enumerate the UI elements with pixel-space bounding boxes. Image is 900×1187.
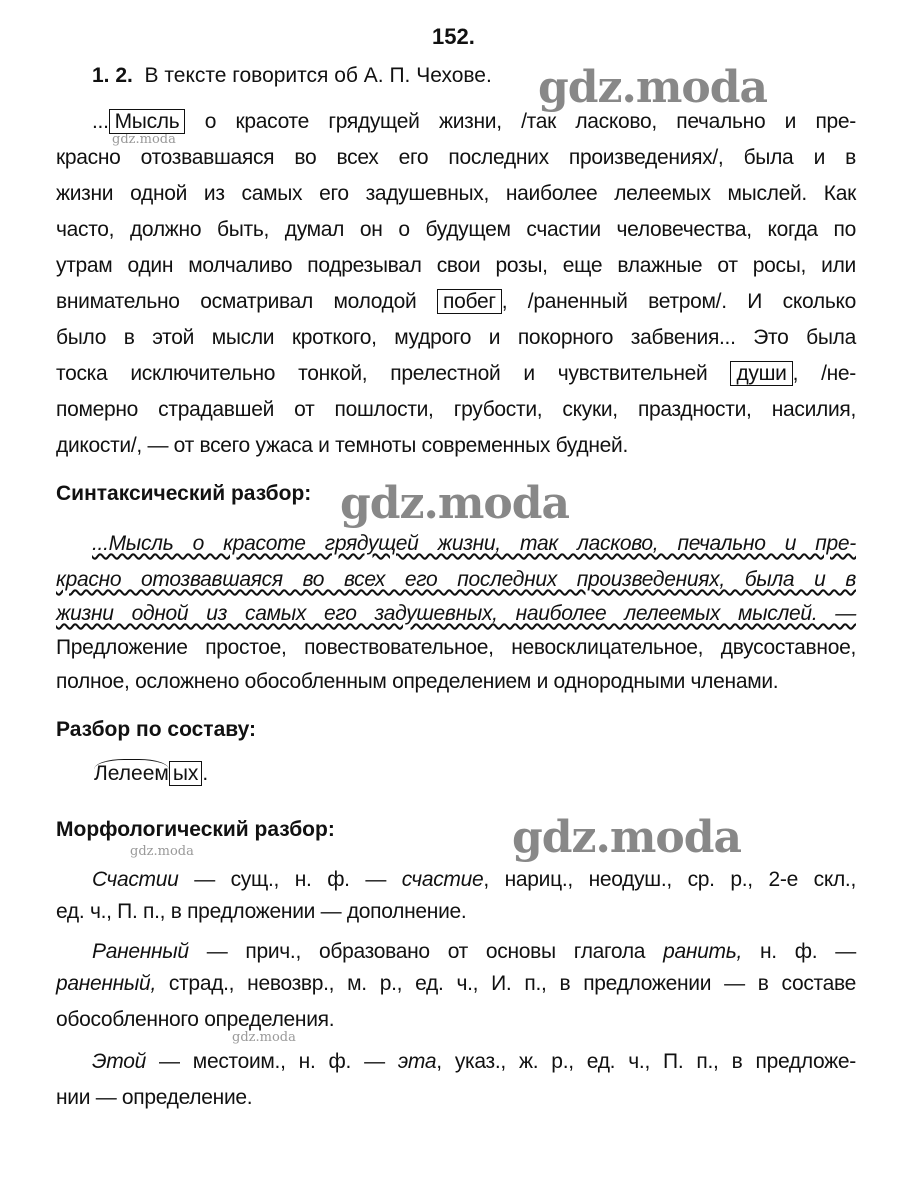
text: ... bbox=[92, 110, 109, 133]
morph-line bbox=[56, 970, 856, 998]
text: тоска исключительно тонкой, прелестной и чувствительней bbox=[56, 362, 731, 385]
syntax-heading: Синтаксический разбор: bbox=[56, 482, 312, 505]
task-header bbox=[92, 64, 492, 88]
initial-form: эта bbox=[397, 1050, 437, 1073]
text: — прич., образовано от основы глагола bbox=[188, 940, 664, 963]
root: Лелеем bbox=[94, 759, 169, 785]
morph-line bbox=[92, 866, 856, 894]
task-label: 1. 2. bbox=[92, 64, 133, 87]
syntax-line: ...Мысль о красоте грядущей жизни, так ласково, печально и пре- bbox=[92, 532, 856, 555]
watermark-logo: gdz.moda bbox=[512, 812, 742, 863]
morph-line: ед. ч., П. п., в предложении — дополнение. bbox=[56, 900, 467, 923]
passage-line bbox=[56, 288, 856, 316]
passage-line: было в этой мысли кроткого, мудрого и покорного забвения... Это была bbox=[56, 326, 856, 349]
morph-line bbox=[92, 938, 856, 966]
text: , указ., ж. р., ед. ч., П. п., в предложе- bbox=[436, 1050, 856, 1073]
passage-line bbox=[92, 108, 856, 136]
task-intro: В тексте говорится об А. П. Чехове. bbox=[144, 64, 492, 87]
passage-line: часто, должно быть, думал он о будущем счастии человечества, когда по bbox=[56, 218, 856, 241]
morph-line: нии — определение. bbox=[56, 1086, 253, 1109]
word: Раненный bbox=[92, 940, 189, 963]
syntax-line: жизни одной из самых его задушевных, наиболее лелеемых мыслей. — bbox=[56, 602, 856, 625]
text: , /не- bbox=[792, 362, 856, 385]
morph-line bbox=[92, 1048, 856, 1076]
boxed-word: души bbox=[730, 361, 792, 386]
morphology-heading: Морфологический разбор: bbox=[56, 818, 335, 841]
syntax-line: полное, осложнено обособленным определением и однородными членами. bbox=[56, 670, 779, 693]
boxed-word: Мысль bbox=[109, 109, 186, 134]
text: страд., невозвр., м. р., ед. ч., И. п., в предложении — в составе bbox=[155, 972, 856, 995]
word: Этой bbox=[92, 1050, 146, 1073]
syntax-line: Предложение простое, повествовательное, невосклицательное, двусоставное, bbox=[56, 636, 856, 659]
watermark-small: gdz.moda bbox=[112, 132, 176, 147]
text: — сущ., н. ф. — bbox=[178, 868, 402, 891]
page-number: 152. bbox=[432, 24, 475, 49]
verb: ранить, bbox=[663, 940, 743, 963]
word: Счастии bbox=[92, 868, 179, 891]
composition-heading: Разбор по составу: bbox=[56, 718, 257, 741]
text: , нариц., неодуш., ср. р., 2-е скл., bbox=[483, 868, 856, 891]
text: , /раненный ветром/. И сколько bbox=[501, 290, 856, 313]
boxed-word: побег bbox=[437, 289, 502, 314]
passage-line: дикости/, — от всего ужаса и темноты современных будней. bbox=[56, 434, 628, 457]
initial-form: раненный, bbox=[56, 972, 156, 995]
text: н. ф. — bbox=[742, 940, 856, 963]
passage-line: красно отозвавшаяся во всех его последних произведениях/, была и в bbox=[56, 146, 856, 169]
watermark-small: gdz.moda bbox=[130, 844, 194, 859]
morph-line: обособленного определения. bbox=[56, 1008, 335, 1031]
passage-line: жизни одной из самых его задушевных, наиболее лелеемых мыслей. Как bbox=[56, 182, 856, 205]
watermark-logo: gdz.moda bbox=[340, 478, 570, 529]
watermark-small: gdz.moda bbox=[232, 1030, 296, 1045]
text: о красоте грядущей жизни, /так ласково, печально и пре- bbox=[185, 110, 856, 133]
text: внимательно осматривал молодой bbox=[56, 290, 438, 313]
passage-line bbox=[56, 360, 856, 388]
syntax-line: красно отозвавшаяся во всех его последних произведениях, была и в bbox=[56, 568, 856, 591]
watermark-logo: gdz.moda bbox=[538, 62, 768, 113]
dot: . bbox=[202, 762, 209, 785]
passage-line: утрам один молчаливо подрезывал свои розы, еще влажные от росы, или bbox=[56, 254, 856, 277]
text: — местоим., н. ф. — bbox=[146, 1050, 398, 1073]
initial-form: счастие bbox=[401, 868, 484, 891]
passage-line: померно страдавшей от пошлости, грубости, скуки, праздности, насилия, bbox=[56, 398, 856, 421]
ending: ых bbox=[169, 761, 203, 786]
word-composition bbox=[94, 762, 208, 786]
